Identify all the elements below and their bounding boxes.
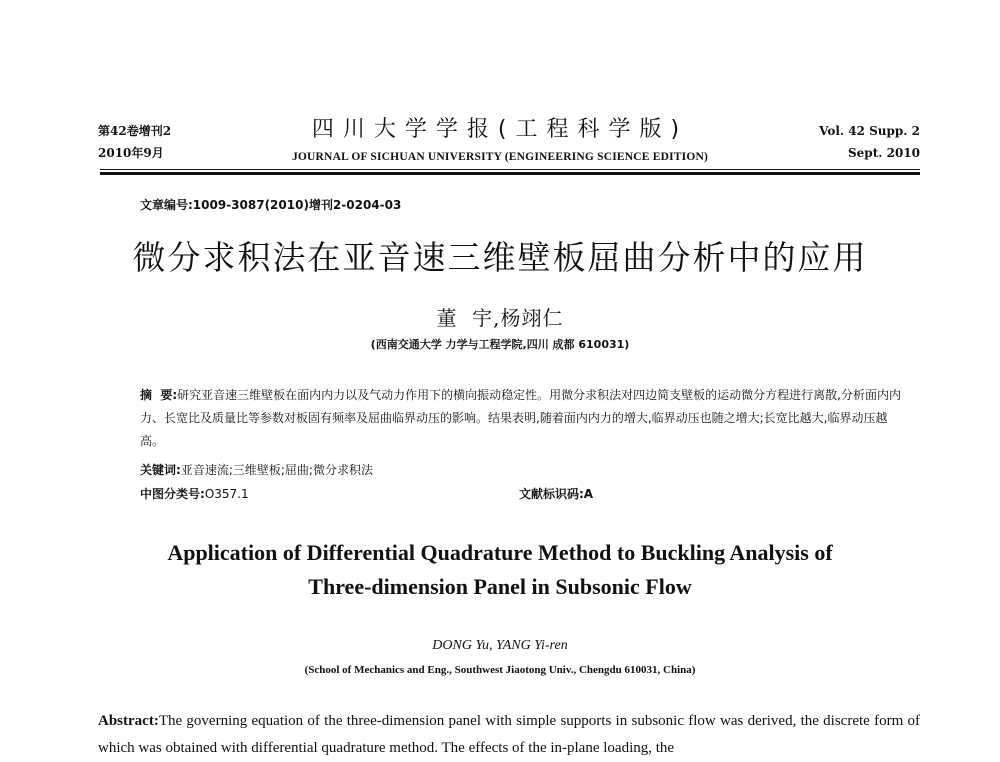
abstract-cn-text: 研究亚音速三维壁板在面内内力以及气动力作用下的横向振动稳定性。用微分求积法对四边简支壁板的运动微分方程进行离散,分析面内内力、长宽比及质量比等参数对板固有频率及屈曲临界动压的影响。结果表明,随着面内内力的增大,临界动压也随之增大;长宽比越大,临界动压越高。 (140, 388, 901, 448)
authors-en: DONG Yu, YANG Yi-ren (432, 638, 568, 653)
journal-title-cn: 四川大学学报(工程科学版) (311, 117, 689, 142)
paper-title-en-line1: Application of Differential Quadrature Method to Buckling Analysis of (167, 540, 833, 565)
abstract-en (98, 708, 920, 762)
authors-cn: 董 宇,杨翊仁 (436, 306, 564, 330)
date-en: Sept. 2010 (848, 146, 920, 160)
affiliation-cn: (西南交通大学 力学与工程学院,四川 成都 610031) (370, 338, 630, 351)
clc-value: O357.1 (204, 487, 249, 501)
abstract-cn-label: 摘 要: (140, 388, 178, 402)
abstract-en-label: Abstract: (98, 713, 159, 729)
abstract-cn (140, 384, 910, 453)
affiliation-en: (School of Mechanics and Eng., Southwest Jiaotong Univ., Chengdu 610031, China) (304, 664, 696, 676)
header-right (819, 120, 920, 164)
keywords-cn-label: 关键词: (140, 463, 181, 477)
paper-title-en-line2: Three-dimension Panel in Subsonic Flow (308, 574, 692, 599)
document-code: 文献标识码:A (519, 487, 594, 501)
date-cn: 2010年9月 (98, 146, 164, 160)
volume-cn: 第42卷增刊2 (98, 124, 172, 138)
paper-title-en (0, 536, 1000, 604)
volume-en: Vol. 42 Supp. 2 (819, 124, 920, 138)
keywords-cn (140, 461, 373, 478)
keywords-cn-text: 亚音速流;三维壁板;屈曲;微分求积法 (180, 463, 373, 477)
header-rule-thin (100, 169, 920, 170)
article-number: 文章编号:1009-3087(2010)增刊2-0204-03 (140, 198, 402, 212)
header-rule-thick (100, 172, 920, 175)
journal-title-en: JOURNAL OF SICHUAN UNIVERSITY (ENGINEERING SCIENCE EDITION) (291, 151, 709, 163)
clc-number (140, 485, 249, 502)
paper-title-cn: 微分求积法在亚音速三维壁板屈曲分析中的应用 (132, 238, 868, 277)
abstract-en-text: The governing equation of the three-dimension panel with simple supports in subsonic flow was derived, the discrete form of which was obtained with differential quadrature method. The effects of the in-plane loading, the (98, 713, 920, 756)
clc-label: 中图分类号: (140, 487, 205, 501)
